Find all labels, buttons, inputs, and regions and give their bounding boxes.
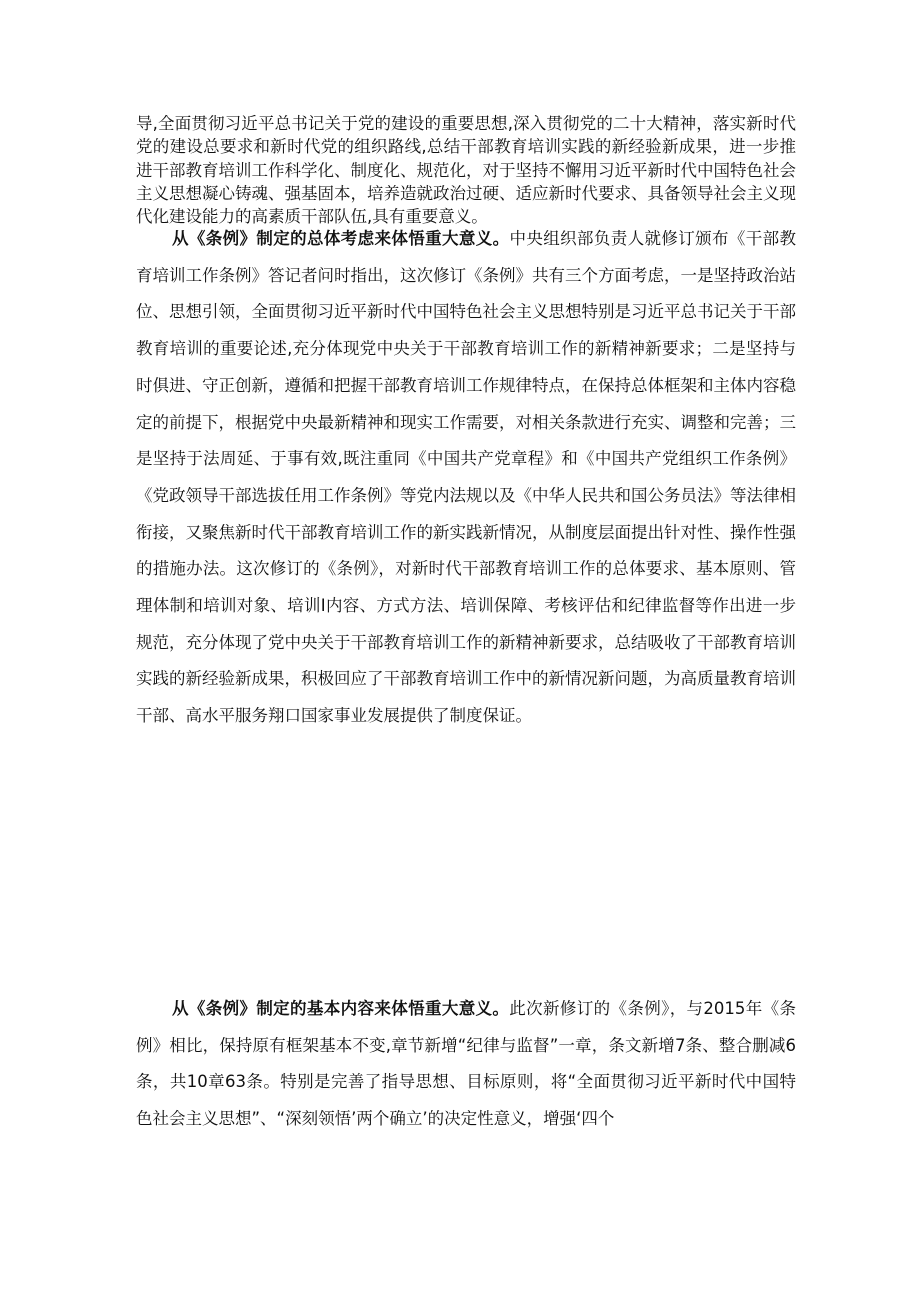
section-body: 中央组织部负责人就修订颁布《干部教育培训工作条例》答记者问时指出，这次修订《条例》共有三个方面考虑，一是坚持政治站位、思想引领，全面贯彻习近平新时代中国特色社会主义思想特别是习近平总书记关于干部教育培训的重要论述,充分体现党中央关于干部教育培训工作的新精神新要求；二是坚持与时俱进、守正创新，遵循和把握干部教育培训工作规律特点，在保持总体框架和主体内容稳定的前提下，根据党中央最新精神和现实工作需要，对相关条款进行充实、调整和完善；三是坚持于法周延、于事有效,既注重同《中国共产党章程》和《中国共产党组织工作条例》《党政领导干部选拔任用工作条例》等党内法规以及《中华人民共和国公务员法》等法律相衔接，又聚焦新时代干部教育培训工作的新实践新情况，从制度层面提出针对性、操作性强的措施办法。这次修订的《条例》，对新时代干部教育培训工作的总体要求、基本原则、管理体制和培训对象、培训I内容、方式方法、培训保障、考核评估和纪律监督等作出进一步规范，充分体现了党中央关于干部教育培训工作的新精神新要求，总结吸收了干部教育培训实践的新经验新成果，积极回应了干部教育培训工作中的新情况新问题，为高质量教育培训干部、高水平服务翔口国家事业发展提供了制度保证。: [136, 229, 796, 726]
section-paragraph-basic-content: [136, 991, 796, 1138]
section-heading: 从《条例》制定的基本内容来体悟重大意义。: [172, 999, 510, 1018]
section-paragraph-overall-considerations: [136, 221, 796, 735]
section-body: 此次新修订的《条例》，与2015年《条例》相比，保持原有框架基本不变,章节新增“纪律与监督”一章，条文新增7条、整合删减6条，共10章63条。特别是完善了指导思想、目标原则，将“全面贯彻习近平新时代中国特色社会主义思想”、“深刻领悟’两个确立’的决定性意义，增强‘四个: [136, 999, 797, 1129]
section-heading: 从《条例》制定的总体考虑来体悟重大意义。: [172, 229, 510, 248]
intro-paragraph: 导,全面贯彻习近平总书记关于党的建设的重要思想,深入贯彻党的二十大精神，落实新时代党的建设总要求和新时代党的组织路线,总结干部教育培训实践的新经验新成果，进一步推进干部教育培训工作科学化、制度化、规范化，对于坚持不懈用习近平新时代中国特色社会主义思想凝心铸魂、强基固本，培养造就政治过硬、适应新时代要求、具备领导社会主义现代化建设能力的高素质干部队伍,具有重要意义。: [136, 114, 796, 227]
